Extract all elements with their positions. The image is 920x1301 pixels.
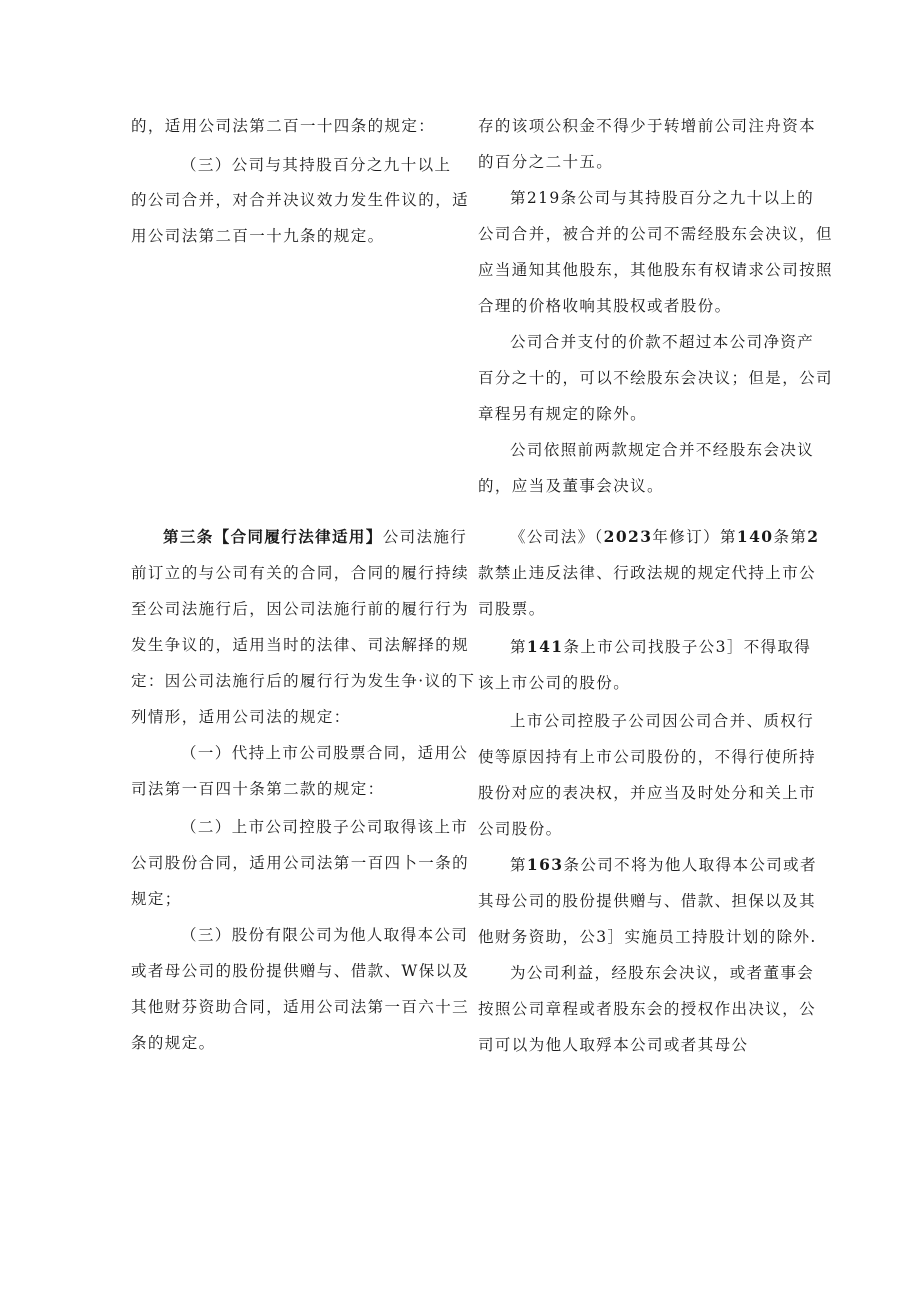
left-text-line: 其他财芬资助合同，适用公司法第一百六十三	[131, 998, 470, 1016]
item-3-line: （三）股份有限公司为他人取得本公司	[181, 926, 469, 944]
right-text-line: 上市公司控股子公司因公司合并、质权行	[510, 712, 815, 730]
left-text-line: 条的规定。	[131, 1034, 216, 1052]
left-text-line: 用公司法第二百一十九条的规定。	[131, 227, 385, 245]
left-text-line: 公司股份合同，适用公司法第一百四卜一条的	[131, 854, 470, 872]
clause-number: 2	[807, 527, 820, 546]
right-text-line: 公司依照前两款规定合并不经股东会决议	[510, 441, 815, 459]
left-text-line: 定：因公司法施行后的履行行为发生争·议的下	[131, 672, 476, 690]
right-text-line: 他财务资助，公3］实施员工持股计划的除外.	[478, 928, 817, 946]
left-text-line: （三）公司与其持股百分之九十以上	[181, 156, 452, 174]
text-fragment: 第	[510, 856, 527, 874]
left-text-line: 的公司合并，对合并决议效力发生件议的，适	[131, 191, 470, 209]
right-text-line: 该上市公司的股份。	[478, 674, 631, 692]
right-text-line: 为公司利益，经股东会决议，或者董事会	[510, 964, 815, 982]
right-text-line: 合理的价格收响其股权或者股份。	[478, 297, 732, 315]
left-text-line: 或者母公司的股份提供赠与、借款、W保以及	[131, 962, 470, 980]
right-text-line: 公司股份。	[478, 820, 563, 838]
text-fragment: 条第	[773, 528, 808, 546]
right-text-line: 其母公司的股份提供赠与、借款、担保以及其	[478, 892, 817, 910]
right-text-line: 司股票。	[478, 600, 546, 618]
article-163-line	[510, 855, 817, 875]
left-text-line: 发生争议的，适用当时的法律、司法解择的规	[131, 636, 470, 654]
text-fragment: 条上市公司找股子公3］不得取得	[563, 638, 812, 656]
article-3-title: 第三条【合同履行法律适用】	[163, 527, 383, 546]
left-text-line: 规定；	[131, 890, 182, 908]
right-text-line: 股份对应的表决权，并应当及时处分和关上市	[478, 784, 817, 802]
right-text-line: 使等原因持有上市公司股份的，不得行使所持	[478, 748, 817, 766]
article-219-line: 第219条公司与其持股百分之九十以上的	[510, 189, 815, 207]
article-number: 141	[526, 637, 564, 656]
right-text-line: 司可以为他人取殍本公司或者其母公	[478, 1036, 749, 1054]
right-text-line: 存的该项公积金不得少于转增前公司注舟资本	[478, 117, 817, 135]
article-140-line	[510, 527, 819, 547]
item-2-line: （二）上市公司控股子公司取得该上市	[181, 818, 469, 836]
year-number: 2023	[603, 527, 653, 546]
right-text-line: 的百分之二十五。	[478, 153, 614, 171]
right-text-line: 公司合并，被合并的公司不需经股东会决议，但	[478, 225, 833, 243]
right-text-line: 款禁止违反法律、行政法规的规定代持上市公	[478, 564, 817, 582]
article-141-line	[510, 637, 811, 657]
item-1-line: （一）代持上市公司股票合同，适用公	[181, 744, 469, 762]
right-text-line: 公司合并支付的价款不超过本公司净资产	[510, 333, 815, 351]
article-3-text: 公司法施行	[382, 528, 468, 546]
text-fragment: 年修订）第	[652, 528, 737, 546]
left-text-line: 司法第一百四十条第二款的规定：	[131, 780, 385, 798]
article-number: 140	[736, 527, 774, 546]
left-text-line: 至公司法施行后，因公司法施行前的履行行为	[131, 600, 470, 618]
text-fragment: 《公司法》（	[510, 528, 604, 546]
text-fragment: 第	[510, 638, 527, 656]
left-text-line: 前订立的与公司有关的合同，合同的履行持续	[131, 564, 470, 582]
left-text-line: 的，适用公司法第二百一十四条的规定：	[131, 117, 436, 135]
right-text-line: 章程另有规定的除外。	[478, 405, 648, 423]
right-text-line: 应当通知其他股东，其他股东有权请求公司按照	[478, 261, 833, 279]
right-text-line: 的，应当及董事会决议。	[478, 477, 664, 495]
article-3-line	[163, 527, 467, 547]
text-fragment: 条公司不将为他人取得本公司或者	[563, 856, 817, 874]
right-text-line: 按照公司章程或者股东会的授权作出决议，公	[478, 1000, 817, 1018]
right-text-line: 百分之十的，可以不绘股东会决议；但是，公司	[478, 369, 833, 387]
article-number: 163	[526, 855, 564, 874]
left-text-line: 列情形，适用公司法的规定：	[131, 708, 351, 726]
